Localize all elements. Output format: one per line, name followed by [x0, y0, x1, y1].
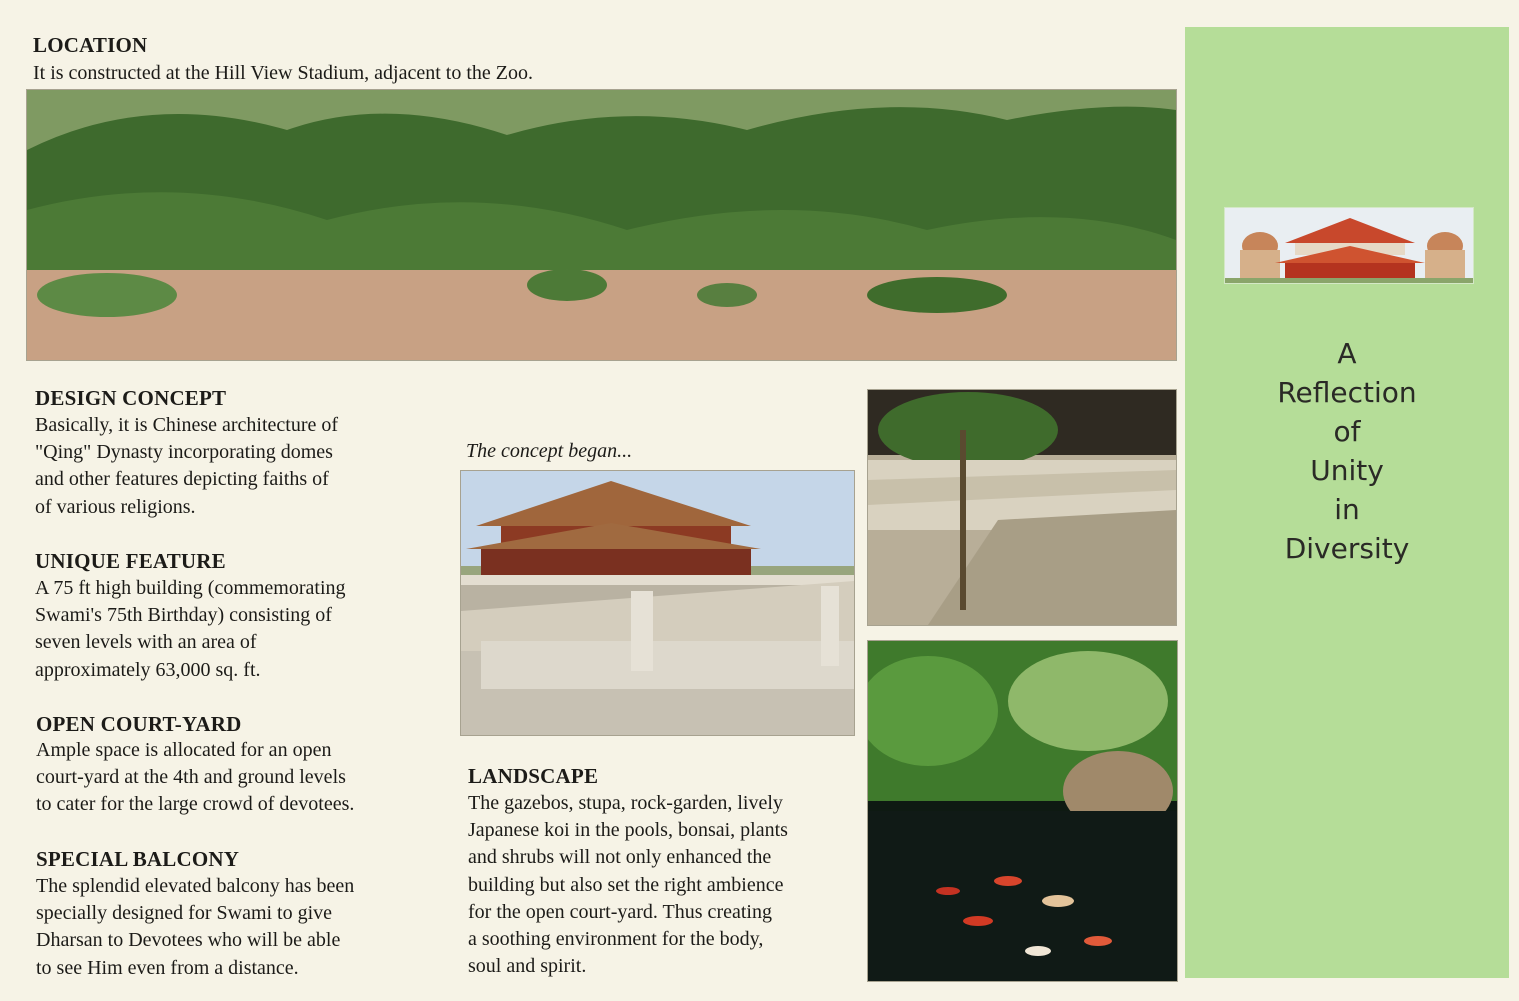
unique-feature-text [35, 575, 346, 684]
text-line: seven levels with an area of [35, 631, 257, 654]
design-concept-heading: DESIGN CONCEPT [35, 386, 227, 410]
unique-feature-heading: UNIQUE FEATURE [35, 549, 226, 573]
tagline-line: Reflection [1277, 376, 1417, 409]
tagline-line: Diversity [1284, 532, 1410, 565]
text-line: Dharsan to Devotees who will be able [36, 929, 341, 952]
text-line: "Qing" Dynasty incorporating domes [35, 441, 333, 464]
open-courtyard-heading: OPEN COURT-YARD [36, 712, 242, 736]
text-line: The gazebos, stupa, rock-garden, lively [468, 792, 783, 814]
text-line: Swami's 75th Birthday) consisting of [35, 604, 332, 627]
location-heading: LOCATION [33, 33, 148, 57]
text-line: Basically, it is Chinese architecture of [35, 414, 339, 436]
tagline-line: Unity [1310, 454, 1384, 487]
text-line: The splendid elevated balcony has been [36, 875, 355, 897]
photo-caption: The concept began... [466, 440, 633, 462]
open-courtyard-text [36, 737, 354, 819]
text-line: Ample space is allocated for an open [36, 739, 332, 761]
text-line: approximately 63,000 sq. ft. [35, 658, 261, 681]
text-line: for the open court-yard. Thus creating [468, 900, 772, 923]
palace-photo [460, 470, 855, 736]
courtyard-bridge-photo [867, 389, 1177, 626]
text-line: a soothing environment for the body, [468, 928, 764, 951]
text-line: to see Him even from a distance. [36, 956, 299, 979]
text-line: to cater for the large crowd of devotees. [36, 793, 355, 816]
text-line: soul and spirit. [468, 955, 587, 978]
text-line: court-yard at the 4th and ground levels [36, 766, 346, 789]
tagline [1185, 334, 1509, 568]
text-line: of various religions. [35, 495, 196, 518]
text-line: and shrubs will not only enhanced the [468, 846, 772, 869]
landscape-text [468, 790, 788, 980]
design-concept-text [35, 412, 338, 521]
landscape-heading: LANDSCAPE [468, 764, 599, 788]
koi-pond-photo [867, 640, 1178, 982]
special-balcony-text [36, 873, 354, 982]
panorama-photo [26, 89, 1177, 361]
tagline-line: in [1334, 493, 1360, 526]
special-balcony-heading: SPECIAL BALCONY [36, 847, 240, 871]
location-text: It is constructed at the Hill View Stadium, adjacent to the Zoo. [33, 62, 533, 84]
text-line: specially designed for Swami to give [36, 902, 333, 925]
temple-illustration [1224, 207, 1474, 284]
tagline-line: A [1337, 337, 1357, 370]
text-line: Japanese koi in the pools, bonsai, plants [468, 819, 788, 842]
sidebar-panel [1185, 27, 1509, 978]
text-line: building but also set the right ambience [468, 873, 784, 896]
text-line: A 75 ft high building (commemorating [35, 577, 346, 599]
tagline-line: of [1333, 415, 1361, 448]
text-line: and other features depicting faiths of [35, 468, 329, 491]
